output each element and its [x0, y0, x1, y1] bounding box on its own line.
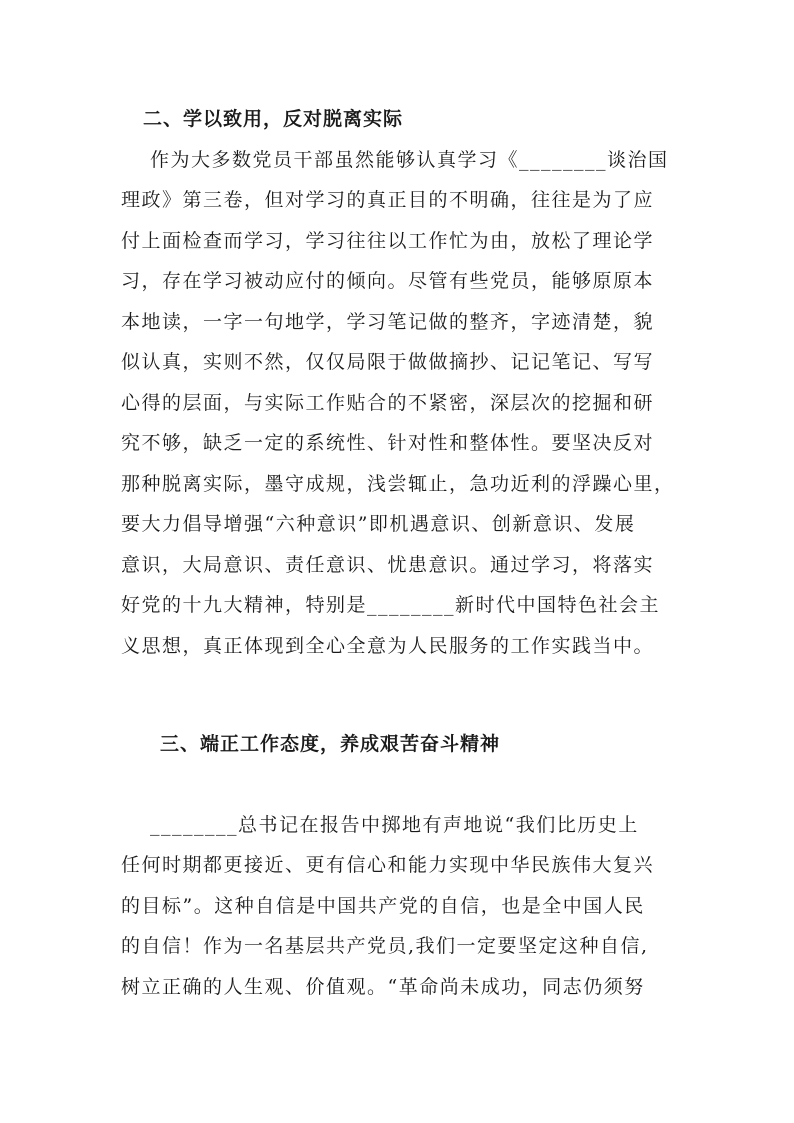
paragraph-line: 理政》第三卷，但对学习的真正目的不明确，往往是为了应 [121, 189, 655, 211]
paragraph-line: 意识，大局意识、责任意识、忧患意识。通过学习，将落实 [121, 554, 655, 576]
section-heading-3: 三、端正工作态度，养成艰苦奋斗精神 [160, 733, 501, 755]
paragraph-line: 似认真，实则不然，仅仅局限于做做摘抄、记记笔记、写写 [121, 351, 655, 373]
paragraph-line: 树立正确的人生观、价值观。“革命尚未成功，同志仍须努 [121, 976, 645, 998]
section-heading-2: 二、学以致用，反对脱离实际 [143, 108, 404, 130]
paragraph-line: 习，存在学习被动应付的倾向。尽管有些党员，能够原原本 [121, 270, 655, 292]
paragraph-line: ________总书记在报告中掷地有声地说“我们比历史上 [150, 814, 639, 836]
paragraph-line: 究不够，缺乏一定的系统性、针对性和整体性。要坚决反对 [121, 432, 655, 454]
paragraph-line: 义思想，真正体现到全心全意为人民服务的工作实践当中。 [121, 635, 655, 657]
paragraph-line: 心得的层面，与实际工作贴合的不紧密，深层次的挖掘和研 [121, 392, 655, 414]
paragraph-line: 本地读，一字一句地学，学习笔记做的整齐，字迹清楚，貌 [121, 311, 655, 333]
paragraph-line: 任何时期都更接近、更有信心和能力实现中华民族伟大复兴 [121, 854, 655, 876]
paragraph-line: 付上面检查而学习，学习往往以工作忙为由，放松了理论学 [121, 230, 655, 252]
paragraph-line: 的自信！作为一名基层共产党员,我们一定要坚定这种自信, [121, 935, 649, 957]
paragraph-line: 那种脱离实际，墨守成规，浅尝辄止，急功近利的浮躁心里， [121, 473, 675, 495]
paragraph-line: 的目标”。这种自信是中国共产党的自信，也是全中国人民 [121, 895, 645, 917]
paragraph-line: 要大力倡导增强“六种意识”即机遇意识、创新意识、发展 [121, 513, 636, 535]
paragraph-line: 作为大多数党员干部虽然能够认真学习《________谈治国 [150, 149, 669, 171]
paragraph-line: 好党的十九大精神，特别是________新时代中国特色社会主 [121, 594, 661, 616]
